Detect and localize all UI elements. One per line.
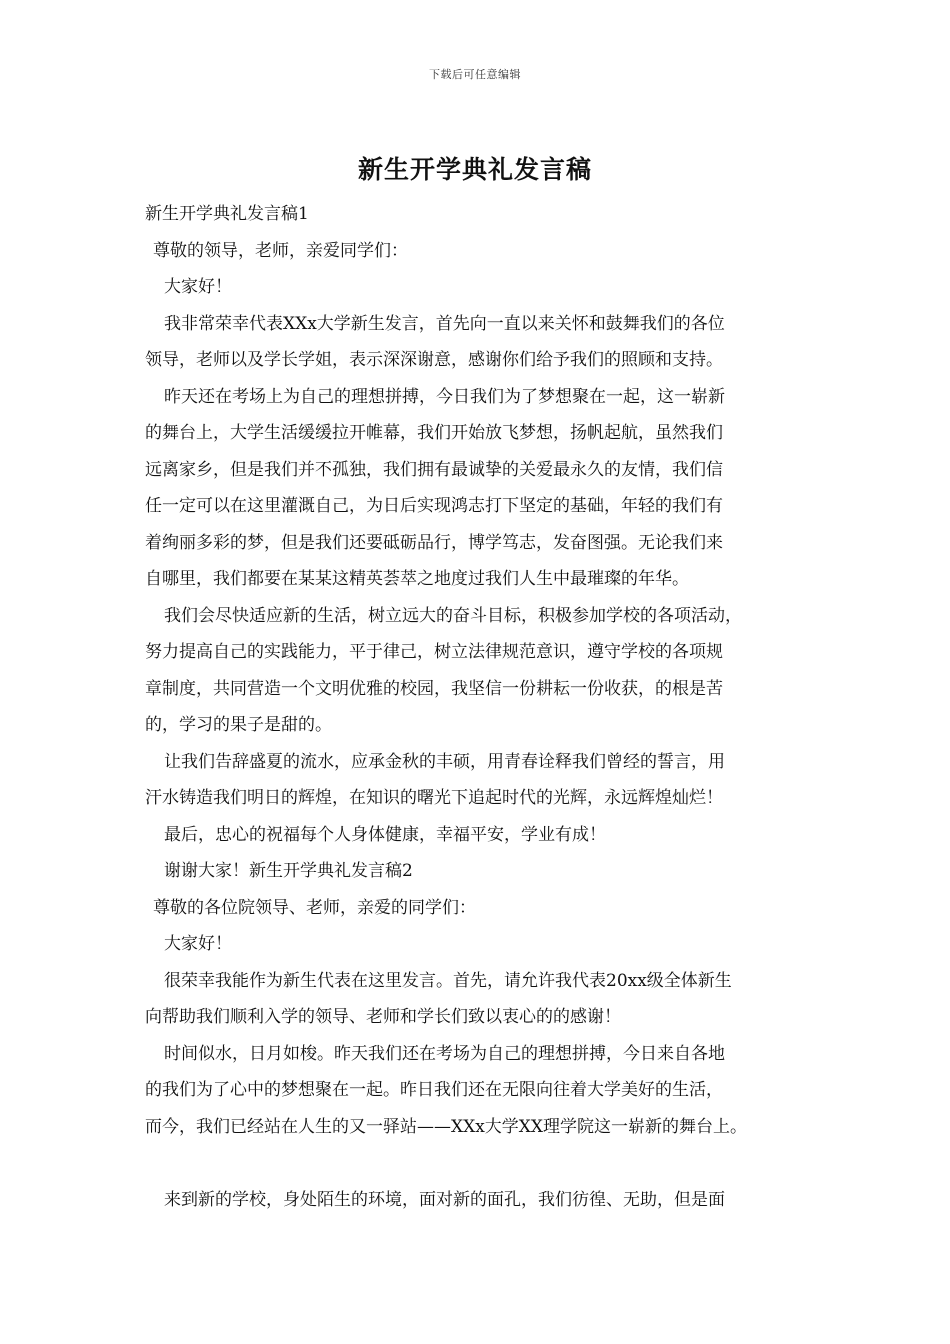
paragraph-line: 尊敬的各位院领导、老师，亲爱的同学们： (153, 897, 476, 918)
paragraph-line: 尊敬的领导，老师，亲爱同学们： (153, 240, 408, 261)
paragraph-line: 很荣幸我能作为新生代表在这里发言。首先，请允许我代表20xx级全体新生 (164, 970, 732, 991)
paragraph-line: 最后，忠心的祝福每个人身体健康，幸福平安，学业有成！ (164, 824, 606, 845)
document-body (145, 196, 825, 1218)
paragraph-line: 自哪里，我们都要在某某这精英荟萃之地度过我们人生中最璀璨的年华。 (145, 569, 689, 589)
paragraph-line: 向帮助我们顺利入学的领导、老师和学长们致以衷心的的感谢！ (145, 1007, 621, 1027)
paragraph-line: 着绚丽多彩的梦，但是我们还要砥砺品行，博学笃志，发奋图强。无论我们来 (145, 532, 723, 553)
paragraph-line: 领导，老师以及学长学姐，表示深深谢意，感谢你们给予我们的照顾和支持。 (145, 350, 723, 370)
blank-line (145, 1145, 825, 1182)
paragraph-line: 新生开学典礼发言稿1 (145, 204, 309, 224)
paragraph-line: 的我们为了心中的梦想聚在一起。昨日我们还在无限向往着大学美好的生活， (145, 1080, 723, 1100)
paragraph-line: 努力提高自己的实践能力，平于律己，树立法律规范意识，遵守学校的各项规 (145, 642, 723, 662)
paragraph-line: 昨天还在考场上为自己的理想拼搏，今日我们为了梦想聚在一起，这一崭新 (164, 386, 725, 407)
paragraph-line: 时间似水，日月如梭。昨天我们还在考场为自己的理想拼搏，今日来自各地 (164, 1043, 725, 1064)
header-note: 下载后可任意编辑 (429, 68, 521, 81)
paragraph-line: 我非常荣幸代表XXx大学新生发言，首先向一直以来关怀和鼓舞我们的各位 (164, 313, 725, 334)
paragraph-line: 让我们告辞盛夏的流水，应承金秋的丰硕，用青春诠释我们曾经的誓言，用 (164, 751, 725, 772)
paragraph-line: 而今，我们已经站在人生的又一驿站——XXx大学XX理学院这一崭新的舞台上。 (145, 1116, 747, 1137)
paragraph-line: 的，学习的果子是甜的。 (145, 715, 332, 735)
paragraph-line: 任一定可以在这里灌溉自己，为日后实现鸿志打下坚定的基础，年轻的我们有 (145, 496, 723, 516)
paragraph-line: 章制度，共同营造一个文明优雅的校园，我坚信一份耕耘一份收获，的根是苦 (145, 678, 723, 699)
paragraph-line: 大家好！ (164, 934, 232, 954)
paragraph-line: 大家好！ (164, 277, 232, 297)
paragraph-line: 的舞台上，大学生活缓缓拉开帷幕，我们开始放飞梦想，扬帆起航，虽然我们 (145, 423, 723, 443)
paragraph-line: 汗水铸造我们明日的辉煌，在知识的曙光下追起时代的光辉，永远辉煌灿烂！ (145, 788, 723, 808)
document-title: 新生开学典礼发言稿 (357, 155, 592, 184)
paragraph-line: 我们会尽快适应新的生活，树立远大的奋斗目标，积极参加学校的各项活动， (164, 605, 742, 626)
paragraph-line: 远离家乡，但是我们并不孤独，我们拥有最诚挚的关爱最永久的友情，我们信 (145, 459, 723, 480)
paragraph-line: 谢谢大家！新生开学典礼发言稿2 (164, 861, 413, 881)
paragraph-line: 来到新的学校，身处陌生的环境，面对新的面孔，我们彷徨、无助，但是面 (164, 1189, 725, 1210)
